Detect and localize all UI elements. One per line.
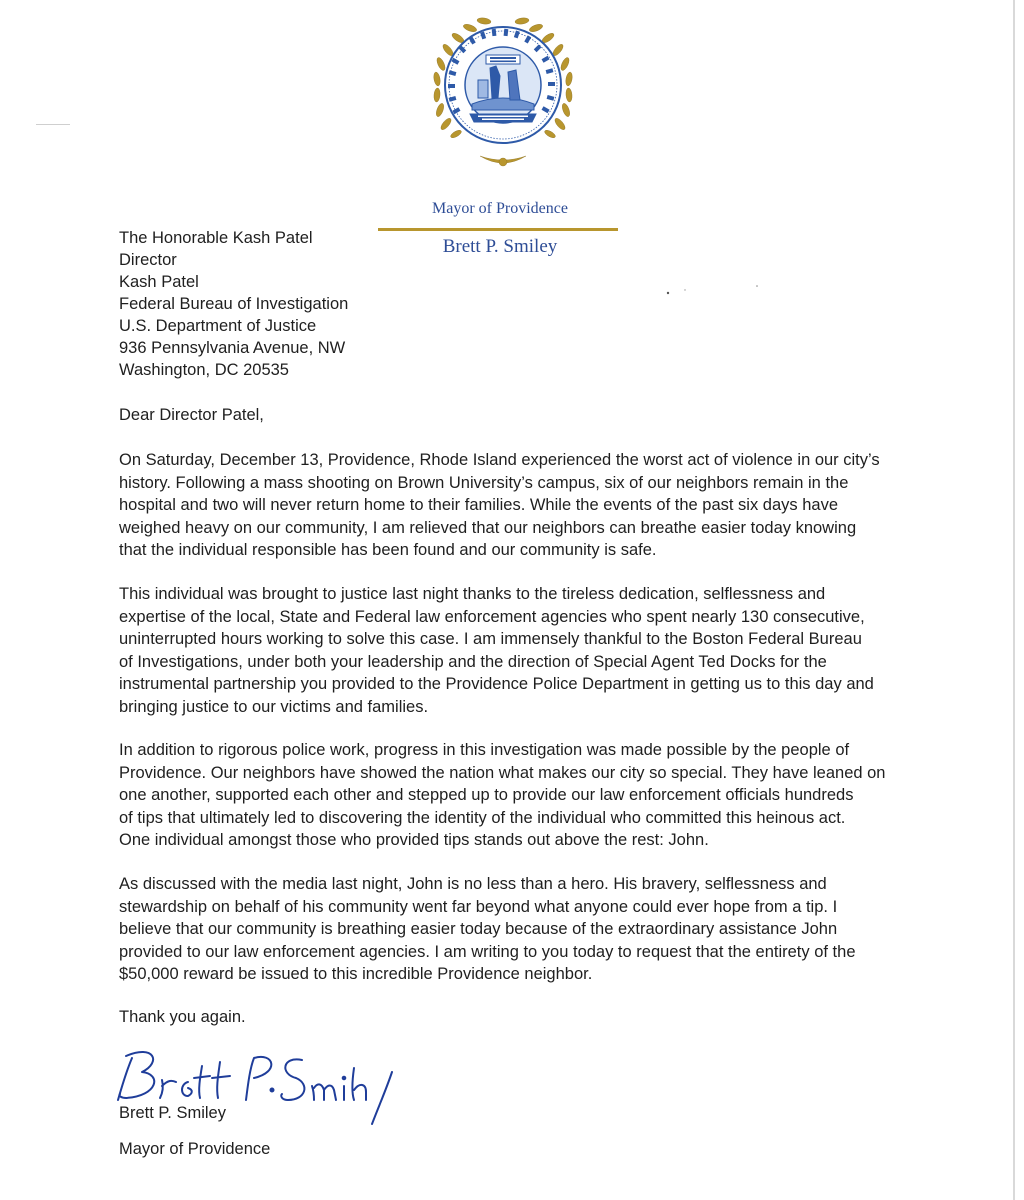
address-line: Kash Patel <box>119 273 199 291</box>
letterhead-name: Brett P. Smiley <box>442 236 558 257</box>
address-line: U.S. Department of Justice <box>119 317 317 335</box>
signer-title: Mayor of Providence <box>119 1140 271 1158</box>
scan-specks <box>655 280 775 300</box>
address-line: 936 Pennsylvania Avenue, NW <box>119 339 346 357</box>
body-paragraph: As discussed with the media last night, John is no less than a hero. His bravery, selflessness and stewardship on behalf of his community went far beyond what anyone could ever hope from a tip. I believe that our community is breathing easier today because of the extraordinary assistance John provided to our law enforcement agencies. I am writing to you today to request that the entirety of the $50,000 reward be issued to this incredible Providence neighbor. <box>119 875 856 983</box>
salutation: Dear Director Patel, <box>119 406 264 424</box>
scan-edge-line <box>1013 0 1015 1200</box>
body-paragraph: This individual was brought to justice last night thanks to the tireless dedication, selflessness and expertise of the local, State and Federal law enforcement agencies who spent nearly 130 consecutive, uninterrupted hours working to solve this case. I am immensely thankful to the Boston Federal Bureau of Investigations, under both your leadership and the direction of Special Agent Ted Docks for the instrumental partnership you provided to the Providence Police Department in getting us to this day and bringing justice to our victims and families. <box>119 585 874 716</box>
city-seal-logo <box>420 6 586 178</box>
signer-name: Brett P. Smiley <box>119 1104 226 1122</box>
scan-mark <box>36 124 70 125</box>
letterhead-title: Mayor of Providence <box>432 200 568 217</box>
address-line: Federal Bureau of Investigation <box>119 295 349 313</box>
letterhead-divider <box>378 228 618 231</box>
address-line: The Honorable Kash Patel <box>119 229 313 247</box>
address-line: Washington, DC 20535 <box>119 361 289 379</box>
address-line: Director <box>119 251 177 269</box>
recipient-address-block <box>119 227 348 381</box>
body-paragraph: In addition to rigorous police work, progress in this investigation was made possible by the people of Providence. Our neighbors have showed the nation what makes our city so special. They have leaned on one another, supported each other and stepped up to provide our law enforcement officials hundreds of tips that ultimately led to discovering the identity of the individual who committed this heinous act. One individual amongst those who provided tips stands out above the rest: John. <box>119 741 886 849</box>
body-paragraph: On Saturday, December 13, Providence, Rhode Island experienced the worst act of violence in our city’s history. Following a mass shooting on Brown University’s campus, six of our neighbors remain in the hospital and two will never return home to their families. While the events of the past six days have weighed heavy on our community, I am relieved that our neighbors can breathe easier today knowing that the individual responsible has been found and our community is safe. <box>119 451 880 559</box>
closing-line: Thank you again. <box>119 1008 246 1026</box>
